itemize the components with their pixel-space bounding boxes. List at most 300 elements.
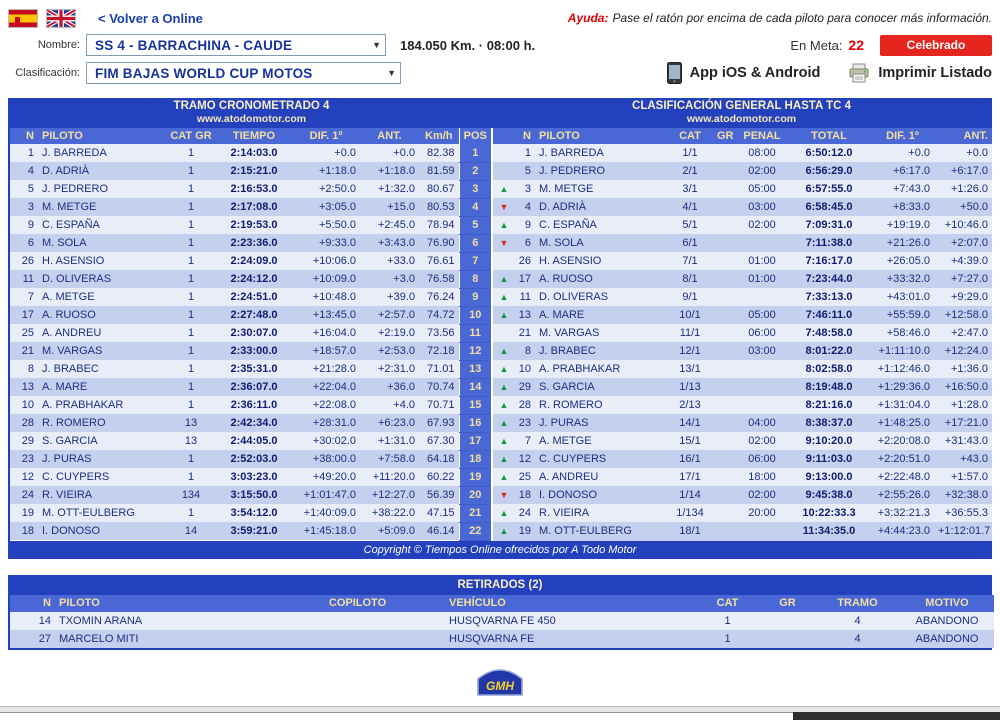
category: 1 [695,612,760,630]
pilot-name[interactable]: I. DONOSO [38,522,166,540]
rider-number: 7 [10,288,38,306]
stage-table-row [10,504,491,522]
help-label: Ayuda: [567,11,609,25]
general-table-row [493,144,992,162]
group [713,342,737,360]
group [713,468,737,486]
rider-number: 25 [509,468,535,486]
gap-to-previous: +50.0 [934,198,992,216]
rider-number: 8 [509,342,535,360]
gap-to-first: +1:29:36.0 [871,378,934,396]
stage-time: 2:33:00.0 [216,342,292,360]
pilot-name[interactable]: J. PEDRERO [38,180,166,198]
total-time: 6:57:55.0 [787,180,871,198]
general-table-row [493,432,992,450]
stage-time: 2:23:36.0 [216,234,292,252]
category-position: 2/13 [667,396,713,414]
group [713,432,737,450]
stage-table-title: TRAMO CRONOMETRADO 4 [173,100,330,112]
position-badge: 3 [459,180,491,198]
class-filter-row [8,60,992,86]
average-speed: 82.38 [419,144,459,162]
column-header-gr: GR [713,128,737,144]
category-position: 1/13 [667,378,713,396]
pilot-name[interactable]: A. PRABHAKAR [38,396,166,414]
penalty: 04:00 [737,414,787,432]
gap-to-previous: +1:18.0 [360,162,419,180]
gap-to-first: +19:19.0 [871,216,934,234]
pilot-name[interactable]: D. ADRIÀ [38,162,166,180]
pilot-name[interactable]: H. ASENSIO [38,252,166,270]
pilot-name[interactable]: M. METGE [38,198,166,216]
rider-number: 28 [509,396,535,414]
category: 1 [695,630,760,648]
stage-table-row [10,468,491,486]
category-position: 18/1 [667,522,713,540]
stage-table-row [10,144,491,162]
general-table-row [493,180,992,198]
gap-to-first: +55:59.0 [871,306,934,324]
gap-to-previous: +10:46.0 [934,216,992,234]
retirados-block [8,575,992,650]
gap-to-first: +3:32:21.3 [871,504,934,522]
pilot-name[interactable]: C. CUYPERS [535,450,667,468]
gap-to-first: +10:48.0 [292,288,360,306]
rider-number: 10 [509,360,535,378]
general-table-row [493,450,992,468]
rider-number: 13 [10,378,38,396]
stage-table-row [10,306,491,324]
stage-time: 2:36:07.0 [216,378,292,396]
uk-flag-icon[interactable] [46,9,76,28]
results-block [8,98,992,559]
category-position: 5/1 [667,216,713,234]
group [760,612,815,630]
column-header-ant: ANT. [934,128,992,144]
pilot-name[interactable]: J. BARREDA [535,144,667,162]
group [713,252,737,270]
clasificacion-label: Clasificación: [15,67,80,79]
position-badge: 14 [459,378,491,396]
group [713,162,737,180]
category: 134 [166,486,216,504]
category-position: 17/1 [667,468,713,486]
gap-to-first: +0.0 [292,144,360,162]
gap-to-first: +22:08.0 [292,396,360,414]
total-time: 7:23:44.0 [787,270,871,288]
retirados-banner: RETIRADOS (2) [10,575,990,595]
category: 1 [166,360,216,378]
en-meta-label: En Meta: [790,37,843,53]
gap-to-previous: +43.0 [934,450,992,468]
column-header-n: N [10,595,55,612]
average-speed: 80.53 [419,198,459,216]
rider-number: 24 [10,486,38,504]
back-to-online-link[interactable]: < Volver a Online [98,11,203,26]
pilot-name[interactable]: A. PRABHAKAR [535,360,667,378]
pilot-name[interactable]: C. ESPAÑA [535,216,667,234]
category: 1 [166,306,216,324]
group [713,198,737,216]
gap-to-first: +38:00.0 [292,450,360,468]
gap-to-first: +26:05.0 [871,252,934,270]
copilot-name [270,630,445,648]
gap-to-first: +28:31.0 [292,414,360,432]
stage-table-row [10,198,491,216]
gap-to-first: +2:20:08.0 [871,432,934,450]
pilot-name[interactable]: A. MARE [535,306,667,324]
category-position: 15/1 [667,432,713,450]
rider-number: 9 [10,216,38,234]
stage-time: 2:36:11.0 [216,396,292,414]
rider-number: 19 [509,522,535,540]
stage-table-row [10,288,491,306]
rider-number: 21 [10,342,38,360]
general-table-row [493,522,992,540]
pilot-name[interactable]: I. DONOSO [535,486,667,504]
en-meta-count: 22 [848,37,864,53]
total-time: 8:21:16.0 [787,396,871,414]
category-position: 12/1 [667,342,713,360]
penalty: 01:00 [737,270,787,288]
penalty: 18:00 [737,468,787,486]
rider-number: 5 [10,180,38,198]
pilot-name[interactable]: M. VARGAS [535,324,667,342]
rider-number: 12 [10,468,38,486]
gap-to-first: +2:55:26.0 [871,486,934,504]
gap-to-first: +21:28.0 [292,360,360,378]
gap-to-first: +30:02.0 [292,432,360,450]
general-table-row [493,252,992,270]
penalty: 03:00 [737,342,787,360]
gap-to-first: +3:05.0 [292,198,360,216]
vehicle: HUSQVARNA FE 450 [445,612,695,630]
category-position: 14/1 [667,414,713,432]
category: 13 [166,432,216,450]
general-table-row [493,486,992,504]
general-table-row [493,378,992,396]
rider-number: 8 [10,360,38,378]
general-table-row [493,198,992,216]
pilot-name[interactable]: A. ANDREU [38,324,166,342]
stage-time: 2:35:31.0 [216,360,292,378]
gap-to-first: +10:06.0 [292,252,360,270]
category: 13 [166,414,216,432]
copyright-bar: Copyright © Tiempos Online ofrecidos por A Todo Motor [10,541,990,559]
general-table-row [493,306,992,324]
pilot-name[interactable]: H. ASENSIO [535,252,667,270]
column-header-copiloto: COPILOTO [270,595,445,612]
rider-number: 27 [10,630,55,648]
average-speed: 71.01 [419,360,459,378]
category: 1 [166,270,216,288]
pilot-name[interactable]: J. PURAS [38,450,166,468]
gap-to-previous: +1:36.0 [934,360,992,378]
total-time: 8:02:58.0 [787,360,871,378]
pilot-name[interactable]: R. VIEIRA [38,486,166,504]
gap-to-previous: +1:57.0 [934,468,992,486]
group [713,450,737,468]
general-table-row [493,342,992,360]
stage-table-subtitle: www.atodomotor.com [196,113,307,125]
rider-number: 1 [509,144,535,162]
position-badge: 16 [459,414,491,432]
category-position: 6/1 [667,234,713,252]
pilot-name[interactable]: M. OTT-EULBERG [535,522,667,540]
total-time: 11:34:35.0 [787,522,871,540]
gap-to-previous: +36:55.3 [934,504,992,522]
average-speed: 76.24 [419,288,459,306]
gap-to-previous: +4:39.0 [934,252,992,270]
trend-icon [497,382,509,392]
category: 1 [166,144,216,162]
rider-number: 18 [10,522,38,540]
print-link-label: Imprimir Listado [878,65,992,81]
general-classification-table [493,128,992,541]
pilot-name[interactable]: M. SOLA [38,234,166,252]
penalty [737,396,787,414]
group [760,630,815,648]
category: 1 [166,342,216,360]
category-position: 13/1 [667,360,713,378]
pilot-name[interactable]: R. ROMERO [38,414,166,432]
pilot-name[interactable]: S. GARCIA [38,432,166,450]
rider-number: 29 [10,432,38,450]
pilot-name[interactable]: A. RUOSO [535,270,667,288]
column-header-motivo: MOTIVO [900,595,994,612]
pilot-name[interactable]: C. CUYPERS [38,468,166,486]
pilot-name[interactable]: M. SOLA [535,234,667,252]
penalty: 06:00 [737,450,787,468]
trend-icon [497,508,509,518]
printer-icon [848,63,870,83]
total-time: 6:50:12.0 [787,144,871,162]
stage-table-row [10,450,491,468]
average-speed: 70.71 [419,396,459,414]
stage-time: 2:15:21.0 [216,162,292,180]
pilot-name[interactable]: A. RUOSO [38,306,166,324]
general-table-row [493,216,992,234]
average-speed: 78.94 [419,216,459,234]
penalty: 08:00 [737,144,787,162]
pilot-name[interactable]: M. VARGAS [38,342,166,360]
group [713,378,737,396]
stage-table-row [10,180,491,198]
pilot-name[interactable]: D. OLIVERAS [535,288,667,306]
pilot-name[interactable]: A. METGE [38,288,166,306]
help-text [568,9,992,25]
category-position: 11/1 [667,324,713,342]
stage-table-row [10,234,491,252]
gap-to-first: +43:01.0 [871,288,934,306]
stage-time: 3:54:12.0 [216,504,292,522]
retirado-row [10,630,994,648]
gap-to-previous: +31:43.0 [934,432,992,450]
average-speed: 60.22 [419,468,459,486]
group [713,288,737,306]
chevron-down-icon: ▼ [372,40,381,50]
column-header-ant: ANT. [360,128,419,144]
category: 1 [166,216,216,234]
stage-time: 2:42:34.0 [216,414,292,432]
rider-number: 19 [10,504,38,522]
gap-to-previous: +3.0 [360,270,419,288]
column-header-n: N [10,128,38,144]
pilot-name[interactable]: D. ADRIÀ [535,198,667,216]
position-badge: 13 [459,360,491,378]
category: 1 [166,396,216,414]
pilot-name[interactable]: R. VIEIRA [535,504,667,522]
stage-select-value: SS 4 - BARRACHINA - CAUDE [95,37,293,53]
pilot-name[interactable]: C. ESPAÑA [38,216,166,234]
column-header-vehiculo: VEHÍCULO [445,595,695,612]
position-badge: 17 [459,432,491,450]
gap-to-first: +9:33.0 [292,234,360,252]
stage-table-row [10,252,491,270]
trend-icon [497,184,509,194]
stage-table-row [10,396,491,414]
gap-to-first: +0.0 [871,144,934,162]
pilot-name[interactable]: J. BARREDA [38,144,166,162]
trend-icon [497,238,509,248]
gap-to-first: +58:46.0 [871,324,934,342]
penalty: 05:00 [737,180,787,198]
pilot-name[interactable]: A. METGE [535,432,667,450]
stage-table-row [10,486,491,504]
pilot-name[interactable]: A. MARE [38,378,166,396]
rider-number: 23 [509,414,535,432]
position-badge: 5 [459,216,491,234]
stage-table-row [10,414,491,432]
gap-to-first: +21:26.0 [871,234,934,252]
rider-number: 1 [10,144,38,162]
total-time: 8:19:48.0 [787,378,871,396]
app-link[interactable] [667,62,821,84]
category: 1 [166,504,216,522]
pilot-name[interactable]: M. METGE [535,180,667,198]
pilot-name[interactable]: J. BRABEC [38,360,166,378]
general-header-row [493,128,992,144]
pilot-name[interactable]: J. PEDRERO [535,162,667,180]
group [713,270,737,288]
penalty [737,522,787,540]
rider-number: 29 [509,378,535,396]
general-table-subtitle: www.atodomotor.com [686,113,797,125]
average-speed: 81.59 [419,162,459,180]
gap-to-first: +1:18.0 [292,162,360,180]
gap-to-first: +49:20.0 [292,468,360,486]
general-table-row [493,468,992,486]
position-badge: 20 [459,486,491,504]
trend-icon [497,310,509,320]
stage-time: 2:19:53.0 [216,216,292,234]
category: 1 [166,180,216,198]
rider-number: 28 [10,414,38,432]
position-badge: 11 [459,324,491,342]
gap-to-previous: +2:45.0 [360,216,419,234]
gap-to-first: +16:04.0 [292,324,360,342]
gmh-logo[interactable] [475,666,525,698]
total-time: 6:58:45.0 [787,198,871,216]
rider-number: 10 [10,396,38,414]
stage-times-table [10,128,491,541]
position-badge: 15 [459,396,491,414]
top-bar [8,0,992,30]
trend-icon [497,346,509,356]
general-table-row [493,396,992,414]
gap-to-first: +18:57.0 [292,342,360,360]
pilot-name[interactable]: S. GARCIA [535,378,667,396]
total-time: 7:16:17.0 [787,252,871,270]
stage-time: 2:24:12.0 [216,270,292,288]
penalty: 20:00 [737,504,787,522]
pilot-name[interactable]: R. ROMERO [535,396,667,414]
spanish-flag-icon[interactable] [8,9,38,28]
column-header-kmh: Km/h [419,128,459,144]
category: 1 [166,378,216,396]
stage-select[interactable] [86,34,386,56]
pilot-name[interactable]: TXOMIN ARANA [55,612,270,630]
table-title-band [10,98,990,128]
stage-number: 4 [815,630,900,648]
gap-to-first: +5:50.0 [292,216,360,234]
print-link[interactable] [848,63,992,83]
gap-to-first: +1:01:47.0 [292,486,360,504]
stage-time: 2:24:09.0 [216,252,292,270]
stage-time: 2:44:05.0 [216,432,292,450]
category-position: 1/134 [667,504,713,522]
pilot-name[interactable]: A. ANDREU [535,468,667,486]
column-header-total: TOTAL [787,128,871,144]
gap-to-previous: +38:22.0 [360,504,419,522]
pilot-name[interactable]: D. OLIVERAS [38,270,166,288]
help-message: Pase el ratón por encima de cada piloto para conocer más información. [612,11,992,25]
column-header-trend [493,128,509,144]
gap-to-previous: +12:24.0 [934,342,992,360]
gap-to-first: +4:44:23.0 [871,522,934,540]
total-time: 7:48:58.0 [787,324,871,342]
rider-number: 25 [10,324,38,342]
column-header-catgr: CAT GR [166,128,216,144]
pilot-name[interactable]: J. BRABEC [535,342,667,360]
gap-to-first: +6:17.0 [871,162,934,180]
classification-select[interactable] [86,62,401,84]
stage-time: 3:03:23.0 [216,468,292,486]
gap-to-previous: +1:31.0 [360,432,419,450]
stage-time: 2:14:03.0 [216,144,292,162]
pilot-name[interactable]: J. PURAS [535,414,667,432]
stage-table-row [10,162,491,180]
pilot-name[interactable]: MARCELO MITI [55,630,270,648]
category-position: 9/1 [667,288,713,306]
penalty [737,360,787,378]
rider-number: 3 [509,180,535,198]
vehicle: HUSQVARNA FE [445,630,695,648]
total-time: 9:11:03.0 [787,450,871,468]
general-table-title: CLASIFICACIÓN GENERAL HASTA TC 4 [632,100,851,112]
category-position: 4/1 [667,198,713,216]
gap-to-previous: +12:27.0 [360,486,419,504]
trend-icon [497,526,509,536]
gap-to-previous: +6:17.0 [934,162,992,180]
rider-number: 17 [509,270,535,288]
celebrado-status-button[interactable]: Celebrado [880,35,992,56]
pilot-name[interactable]: M. OTT-EULBERG [38,504,166,522]
trend-icon [497,292,509,302]
column-header-tiempo: TIEMPO [216,128,292,144]
position-badge: 8 [459,270,491,288]
general-table-row [493,288,992,306]
